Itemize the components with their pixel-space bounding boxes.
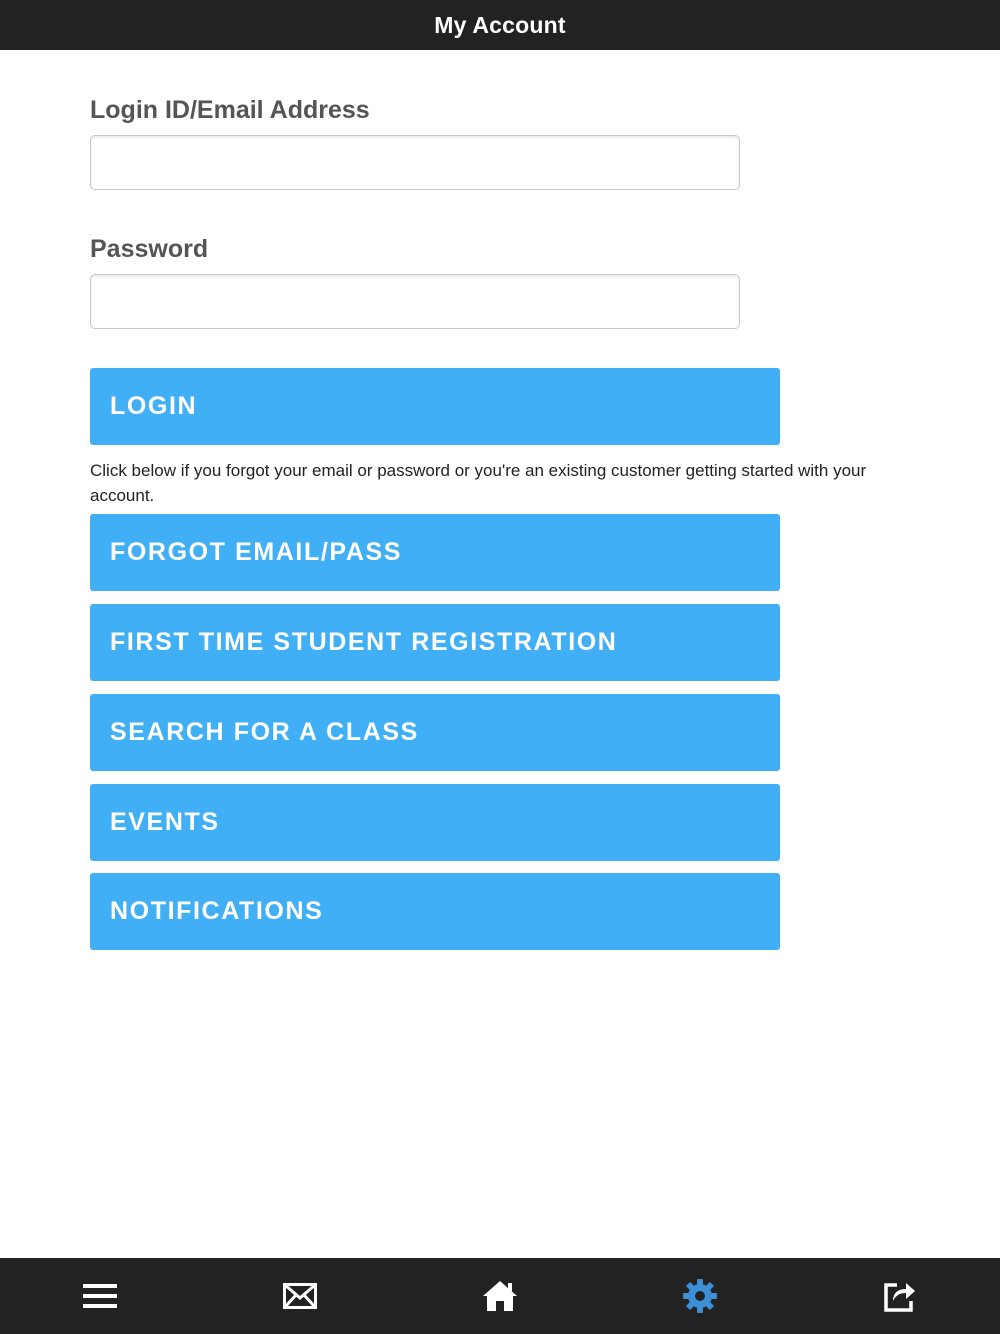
first-time-registration-button[interactable]: FIRST TIME STUDENT REGISTRATION	[90, 604, 780, 681]
menu-icon	[83, 1283, 117, 1309]
mail-icon	[283, 1283, 317, 1309]
top-navigation-bar	[0, 0, 1000, 50]
gear-icon	[682, 1278, 718, 1314]
forgot-email-pass-button[interactable]: FORGOT EMAIL/PASS	[90, 514, 780, 591]
tab-menu[interactable]	[0, 1258, 200, 1334]
share-icon	[883, 1279, 917, 1313]
search-class-button[interactable]: SEARCH FOR A CLASS	[90, 694, 780, 771]
page-title: My Account	[434, 11, 566, 38]
login-id-label: Login ID/Email Address	[90, 96, 370, 124]
help-text: Click below if you forgot your email or password or you're an existing customer getting started with your account.	[90, 461, 867, 505]
tab-settings[interactable]	[600, 1258, 800, 1334]
bottom-tab-bar	[0, 1258, 1000, 1334]
home-icon	[483, 1280, 517, 1312]
password-label: Password	[90, 235, 209, 263]
password-input[interactable]	[90, 274, 740, 329]
login-button[interactable]: LOGIN	[90, 368, 780, 445]
tab-share[interactable]	[800, 1258, 1000, 1334]
notifications-button[interactable]: NOTIFICATIONS	[90, 873, 780, 950]
login-id-input[interactable]	[90, 135, 740, 190]
tab-home[interactable]	[400, 1258, 600, 1334]
events-button[interactable]: EVENTS	[90, 784, 780, 861]
tab-mail[interactable]	[200, 1258, 400, 1334]
